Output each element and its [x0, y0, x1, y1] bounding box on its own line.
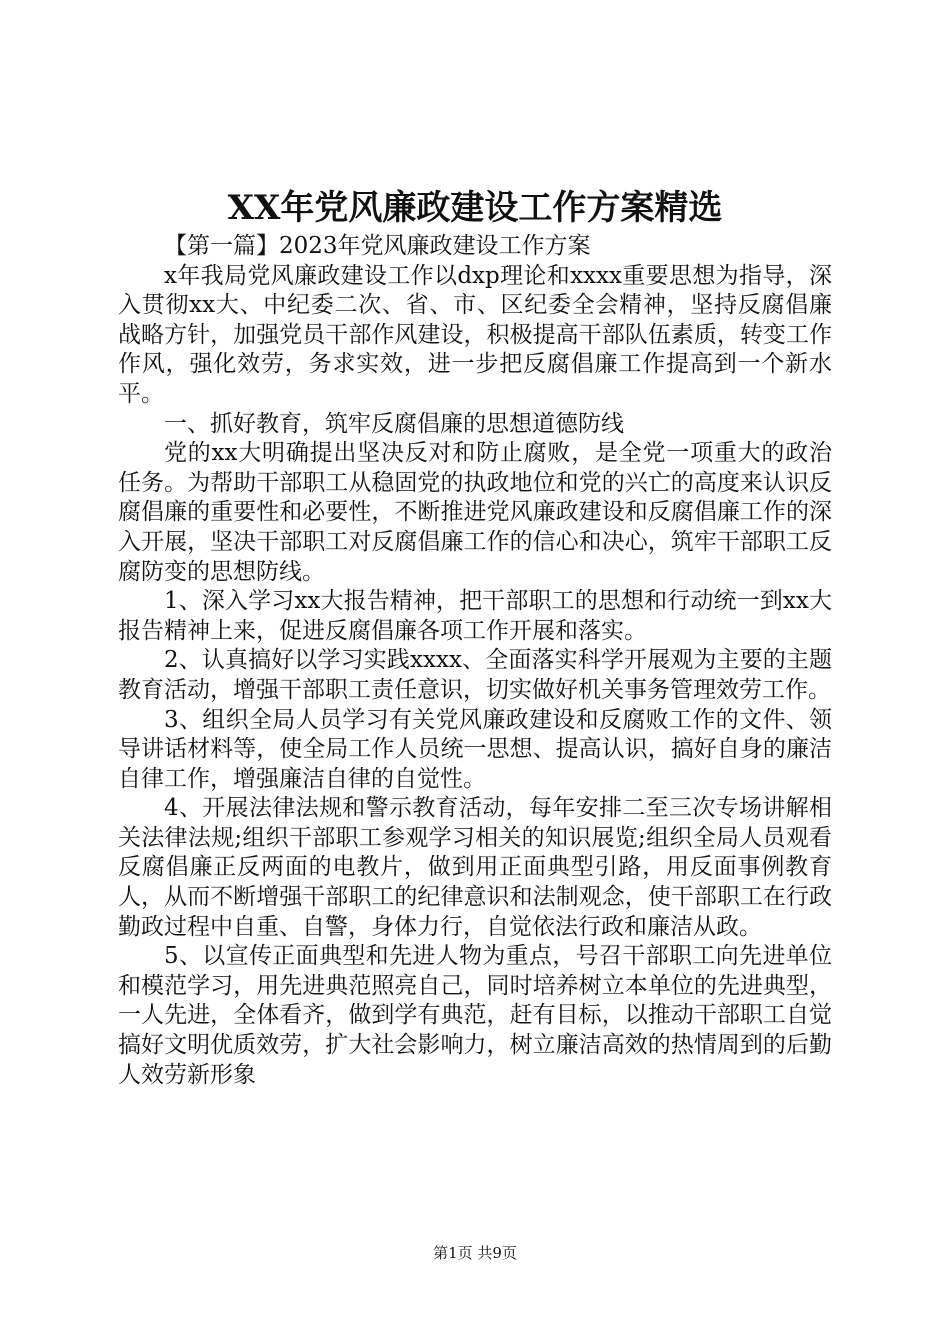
- list-item: 1、深入学习xx大报告精神，把干部职工的思想和行动统一到xx大报告精神上来，促进反腐倡廉各项工作开展和落实。: [118, 588, 832, 644]
- paragraph: 党的xx大明确提出坚决反对和防止腐败，是全党一项重大的政治任务。为帮助干部职工从稳固党的执政地位和党的兴亡的高度来认识反腐倡廉的重要性和必要性，不断推进党风廉政建设和反腐倡廉工作的深入开展，坚决干部职工对反腐倡廉工作的信心和决心，筑牢干部职工反腐防变的思想防线。: [118, 440, 832, 585]
- section-heading: 【第一篇】2023年党风廉政建设工作方案: [164, 233, 591, 259]
- list-item: 5、以宣传正面典型和先进人物为重点，号召干部职工向先进单位和模范学习，用先进典范照亮自己，同时培养树立本单位的先进典型，一人先进，全体看齐，做到学有典范，赶有目标，以推动干部职工自觉搞好文明优质效劳，扩大社会影响力，树立廉洁高效的热情周到的后勤人效劳新形象: [118, 943, 832, 1088]
- page-number-footer: 第1页 共9页: [433, 1244, 517, 1262]
- list-item: 4、开展法律法规和警示教育活动，每年安排二至三次专场讲解相关法律法规;组织干部职工参观学习相关的知识展览;组织全局人员观看反腐倡廉正反两面的电教片，做到用正面典型引路，用反面事例教育人，从而不断增强干部职工的纪律意识和法制观念，使干部职工在行政勤政过程中自重、自警，身体力行，自觉依法行政和廉洁从政。: [118, 795, 832, 940]
- document-body: [118, 232, 832, 1090]
- document-title: XX年党风廉政建设工作方案精选: [227, 188, 723, 228]
- list-item: 2、认真搞好以学习实践xxxx、全面落实科学开展观为主要的主题教育活动，增强干部职工责任意识，切实做好机关事务管理效劳工作。: [118, 647, 832, 703]
- paragraph: x年我局党风廉政建设工作以dxp理论和xxxx重要思想为指导，深入贯彻xx大、中纪委二次、省、市、区纪委全会精神，坚持反腐倡廉战略方针，加强党员干部作风建设，积极提高干部队伍素质，转变工作作风，强化效劳，务求实效，进一步把反腐倡廉工作提高到一个新水平。: [118, 262, 832, 407]
- subsection-heading: 一、抓好教育，筑牢反腐倡廉的思想道德防线: [164, 410, 624, 437]
- list-item: 3、组织全局人员学习有关党风廉政建设和反腐败工作的文件、领导讲话材料等，使全局工作人员统一思想、提高认识，搞好自身的廉洁自律工作，增强廉洁自律的自觉性。: [118, 706, 832, 792]
